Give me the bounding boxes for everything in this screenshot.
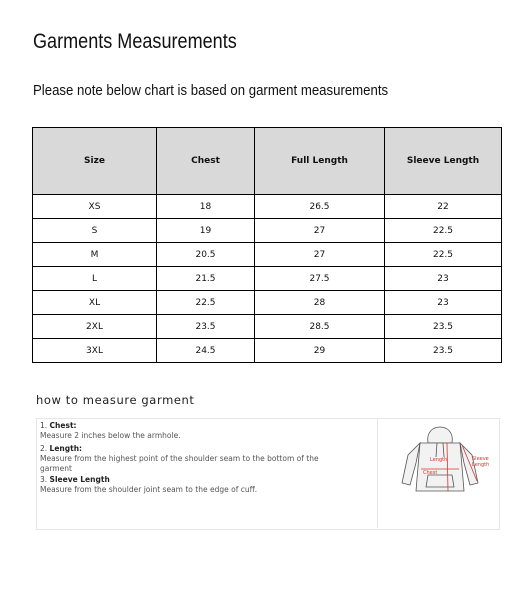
instruction-desc: Measure from the highest point of the shoulder seam to the bottom of the <box>40 454 319 463</box>
chest-label: Chest <box>423 470 438 476</box>
table-row <box>33 339 502 363</box>
header-sleeve-length: Sleeve Length <box>385 128 502 195</box>
cell-full-length: 28 <box>255 291 385 315</box>
size-chart-table <box>32 127 502 363</box>
instruction-number: 1. <box>40 421 48 430</box>
cell-chest: 18 <box>157 195 255 219</box>
page-title: Garments Measurements <box>33 30 237 53</box>
cell-full-length: 29 <box>255 339 385 363</box>
cell-sleeve-length: 22.5 <box>385 243 502 267</box>
header-size: Size <box>33 128 157 195</box>
length-label: Length <box>430 457 448 463</box>
cell-chest: 20.5 <box>157 243 255 267</box>
cell-chest: 24.5 <box>157 339 255 363</box>
table-row <box>33 195 502 219</box>
cell-full-length: 26.5 <box>255 195 385 219</box>
table-row <box>33 291 502 315</box>
instruction-length <box>40 444 319 474</box>
instruction-number: 3. <box>40 475 48 484</box>
cell-size: XS <box>33 195 157 219</box>
table-row <box>33 315 502 339</box>
cell-chest: 22.5 <box>157 291 255 315</box>
cell-sleeve-length: 23 <box>385 291 502 315</box>
instruction-desc-continued: garment <box>40 464 72 473</box>
table-row <box>33 243 502 267</box>
table-header-row <box>33 128 502 195</box>
cell-chest: 21.5 <box>157 267 255 291</box>
header-full-length: Full Length <box>255 128 385 195</box>
header-chest: Chest <box>157 128 255 195</box>
cell-chest: 19 <box>157 219 255 243</box>
instruction-sleeve-length <box>40 475 257 495</box>
cell-size: L <box>33 267 157 291</box>
instruction-name: Chest: <box>49 421 77 430</box>
measure-guide-divider <box>377 418 378 528</box>
cell-sleeve-length: 23.5 <box>385 339 502 363</box>
cell-full-length: 27 <box>255 219 385 243</box>
table-row <box>33 267 502 291</box>
cell-full-length: 28.5 <box>255 315 385 339</box>
cell-full-length: 27 <box>255 243 385 267</box>
hoodie-diagram <box>392 425 492 500</box>
instruction-chest <box>40 421 181 441</box>
sleeve-label-line1: Sleeve <box>472 456 489 462</box>
cell-size: M <box>33 243 157 267</box>
instruction-name: Length: <box>49 444 83 453</box>
table-row <box>33 219 502 243</box>
instruction-desc: Measure from the shoulder joint seam to the edge of cuff. <box>40 485 258 494</box>
cell-sleeve-length: 22.5 <box>385 219 502 243</box>
measure-guide-title: how to measure garment <box>36 393 195 407</box>
cell-full-length: 27.5 <box>255 267 385 291</box>
cell-size: XL <box>33 291 157 315</box>
cell-size: S <box>33 219 157 243</box>
instruction-number: 2. <box>40 444 48 453</box>
cell-chest: 23.5 <box>157 315 255 339</box>
sleeve-label-line2: Length <box>472 462 490 468</box>
cell-size: 2XL <box>33 315 157 339</box>
cell-sleeve-length: 22 <box>385 195 502 219</box>
instruction-desc: Measure 2 inches below the armhole. <box>40 431 181 440</box>
instruction-name: Sleeve Length <box>49 475 110 484</box>
page-subtitle: Please note below chart is based on garment measurements <box>33 82 389 99</box>
cell-sleeve-length: 23.5 <box>385 315 502 339</box>
cell-sleeve-length: 23 <box>385 267 502 291</box>
cell-size: 3XL <box>33 339 157 363</box>
